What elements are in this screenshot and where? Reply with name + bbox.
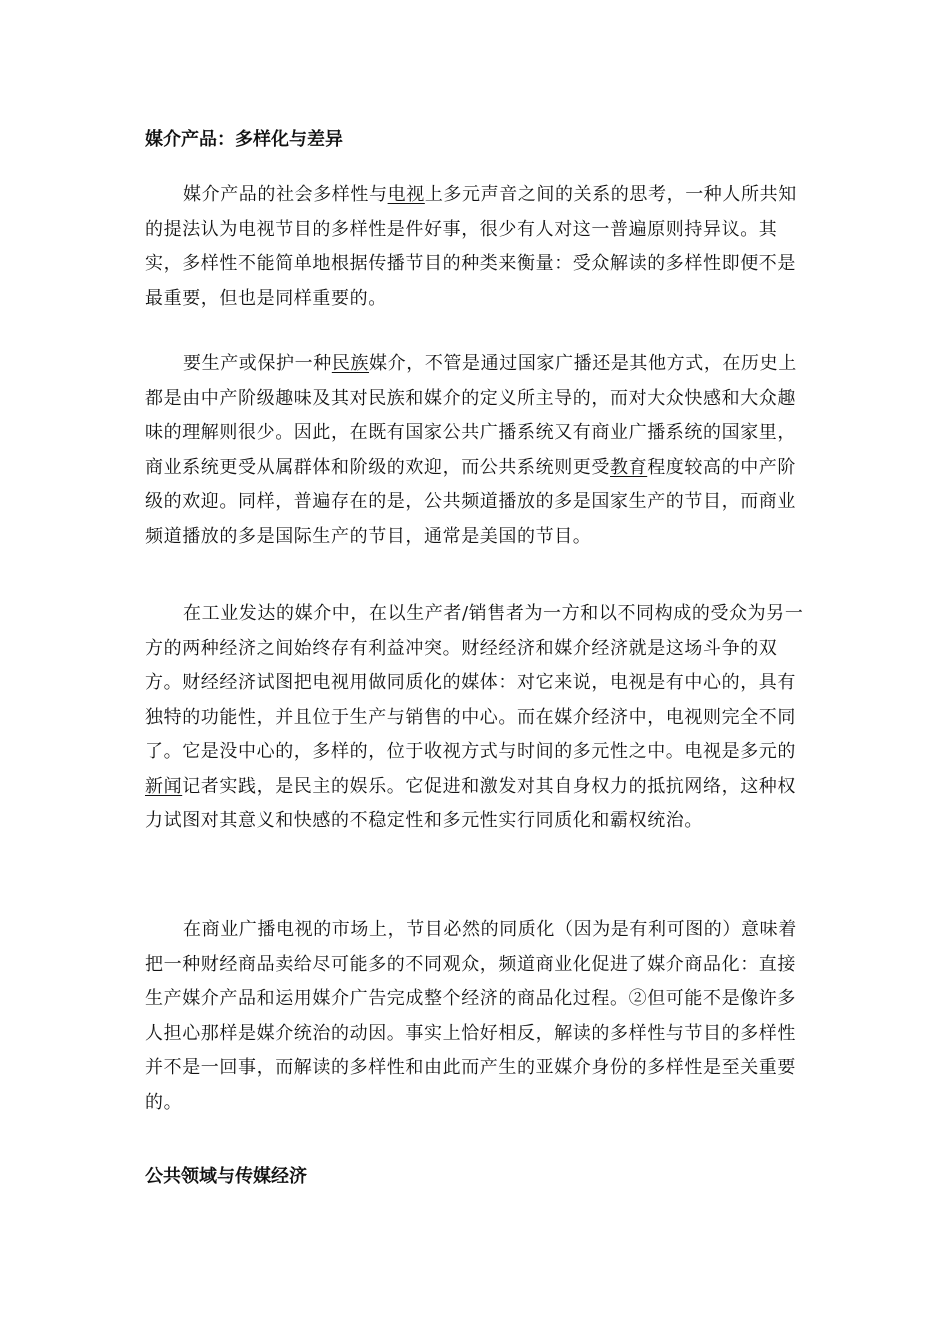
paragraph-1-text-b: 上多元声音之间的关系的思考，一种人所共知的提法认为电视节目的多样性是件好事，很少有人对这一普遍原则持异议。其实，多样性不能简单地根据传播节目的种类来衡量：受众解读的多样性即便不是最重要，但也是同样重要的。 [145,184,797,309]
paragraph-3 [145,597,810,839]
link-tv[interactable]: 电视 [387,184,425,205]
paragraph-2 [145,347,810,554]
section-heading-2: 公共领域与传媒经济 [145,1166,307,1187]
paragraph-2-text-a: 要生产或保护一种 [183,353,332,374]
paragraph-2-text-b: 媒介，不管是通过国家广播还是其他方式，在历史上都是由中产阶级趣味及其对民族和媒介的定义所主导的，而对大众快感和大众趣味的理解则很少。因此，在既有国家公共广播系统又有商业广播系统的国家里，商业系统更受从属群体和阶级的欢迎，而公共系统则更受 [145,353,797,478]
paragraph-1-text-a: 媒介产品的社会多样性与 [183,184,388,205]
paragraph-3-text-b: 记者实践，是民主的娱乐。它促进和激发对其自身权力的抵抗网络，这种权力试图对其意义和快感的不稳定性和多元性实行同质化和霸权统治。 [145,775,796,831]
link-education[interactable]: 教育 [610,456,648,478]
link-news[interactable]: 新闻 [145,775,183,797]
paragraph-2-text-c: 程度较高的中产阶级的欢迎。同样，普遍存在的是，公共频道播放的多是国家生产的节目，而商业频道播放的多是国际生产的节目，通常是美国的节目。 [145,456,797,547]
link-nation[interactable]: 民族 [331,353,370,374]
section-heading: 媒介产品：多样化与差异 [145,129,343,150]
paragraph-4: 在商业广播电视的市场上，节目必然的同质化（因为是有利可图的）意味着把一种财经商品卖给尽可能多的不同观众，频道商业化促进了媒介商品化：直接生产媒介产品和运用媒介广告完成整个经济的商品化过程。②但可能不是像许多人担心那样是媒介统治的动因。事实上恰好相反，解读的多样性与节目的多样性并不是一回事，而解读的多样性和由此而产生的亚媒介身份的多样性是至关重要的。 [145,919,797,1113]
paragraph-1 [145,178,810,316]
paragraph-3-text-a: 在工业发达的媒介中，在以生产者/销售者为一方和以不同构成的受众为另一方的两种经济之间始终存有利益冲突。财经经济和媒介经济就是这场斗争的双方。财经经济试图把电视用做同质化的媒体：对它来说，电视是有中心的，具有独特的功能性，并且位于生产与销售的中心。而在媒介经济中，电视则完全不同了。它是没中心的，多样的，位于收视方式与时间的多元性之中。电视是多元的 [145,603,804,762]
